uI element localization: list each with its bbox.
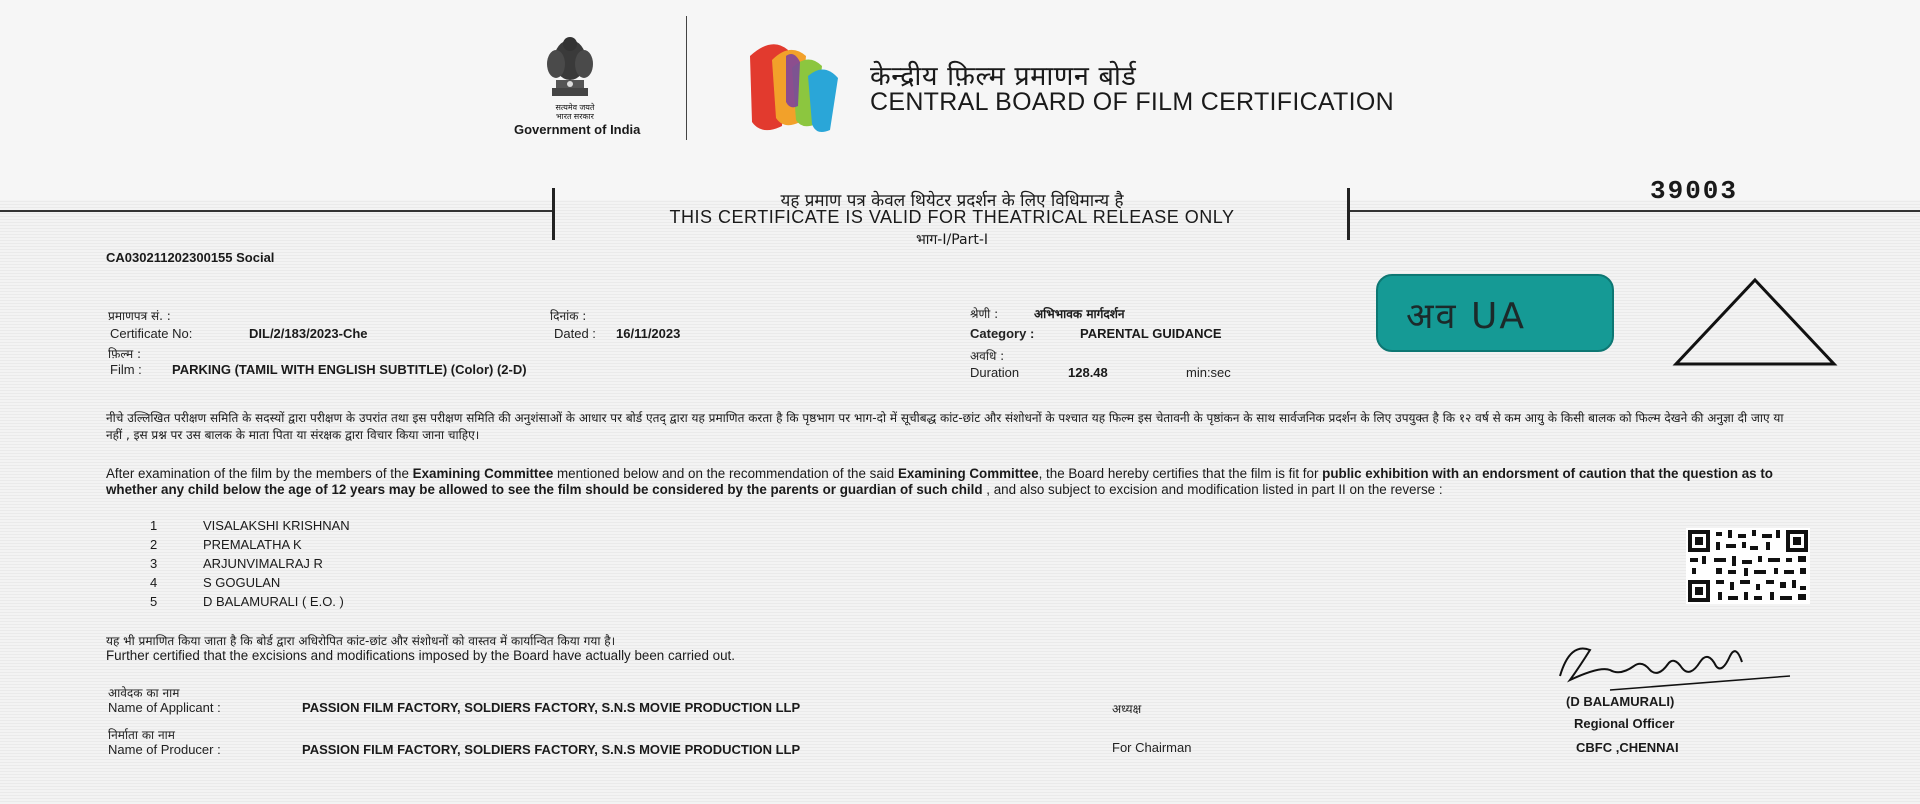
qr-code-icon[interactable] [1686, 528, 1810, 604]
member-name: D BALAMURALI ( E.O. ) [203, 594, 344, 609]
signatory-name: (D BALAMURALI) [1566, 694, 1675, 709]
member-name: VISALAKSHI KRISHNAN [203, 518, 350, 533]
date-value: 16/11/2023 [616, 326, 681, 341]
for-chairman-label: For Chairman [1112, 740, 1192, 755]
triangle-symbol-icon [1670, 276, 1840, 368]
certification-text-english [106, 466, 1796, 498]
member-name: PREMALATHA K [203, 537, 302, 552]
duration-label-hindi: अवधि : [970, 349, 1005, 363]
signatory-title: Regional Officer [1574, 716, 1675, 731]
band-bar-left [552, 188, 555, 240]
category-label: Category : [970, 326, 1035, 341]
further-certified-hindi: यह भी प्रमाणित किया जाता है कि बोर्ड द्वारा अधिरोपित कांट-छांट और संशोधनों को वास्तव में कार्यान्वित किया गया है। [106, 634, 616, 648]
validity-english: THIS CERTIFICATE IS VALID FOR THEATRICAL RELEASE ONLY [669, 207, 1235, 227]
cbfc-logo-icon [742, 26, 852, 138]
band-line-right [1350, 210, 1920, 212]
producer-label: Name of Producer : [108, 742, 221, 757]
cert-text-caution: public exhibition with an endorsment of caution that the question as to whether any child below the age of 12 years may be allowed to see the film should be considered by the parents or guardian of such child [106, 466, 1773, 497]
reference-code: CA030211202300155 Social [106, 250, 275, 265]
band-bar-right [1347, 188, 1350, 240]
govt-english: Government of India [514, 122, 641, 137]
date-label: Dated : [554, 326, 596, 341]
band-line-left [0, 210, 552, 212]
emblem-motto: सत्यमेव जयते [555, 103, 595, 112]
member-name: ARJUNVIMALRAJ R [203, 556, 323, 571]
duration-unit: min:sec [1186, 365, 1231, 380]
cert-text-committee-2: Examining Committee [897, 466, 1039, 481]
serial-number: 39003 [1650, 176, 1739, 206]
film-label-hindi: फ़िल्म : [108, 347, 142, 361]
cert-text-part-4: , and also subject to excision and modification listed in part II on the reverse : [982, 482, 1443, 497]
certificate-header [0, 0, 1920, 200]
producer-value: PASSION FILM FACTORY, SOLDIERS FACTORY, S.N.S MOVIE PRODUCTION LLP [302, 742, 801, 757]
producer-label-hindi: निर्माता का नाम [108, 728, 175, 742]
cert-text-part-1: After examination of the film by the members of the [106, 466, 413, 481]
member-number: 1 [150, 518, 158, 533]
rating-badge-text: अव UA [1406, 296, 1526, 337]
duration-label: Duration [970, 365, 1020, 380]
govt-hindi: भारत सरकार [556, 112, 594, 121]
member-number: 2 [150, 537, 158, 552]
cert-text-part-3: , the Board hereby certifies that the film is fit for [1038, 466, 1323, 481]
member-number: 3 [150, 556, 158, 571]
member-number: 5 [150, 594, 158, 609]
signatory-office: CBFC ,CHENNAI [1576, 740, 1679, 755]
member-name: S GOGULAN [203, 575, 281, 590]
category-label-hindi: श्रेणी : [970, 307, 999, 321]
duration-value: 128.48 [1068, 365, 1108, 380]
cert-text-part-2: mentioned below and on the recommendation of the said [553, 466, 898, 481]
ashoka-emblem-icon [530, 30, 610, 102]
applicant-value: PASSION FILM FACTORY, SOLDIERS FACTORY, S.N.S MOVIE PRODUCTION LLP [302, 700, 801, 715]
org-name-hindi: केन्द्रीय फ़िल्म प्रमाणन बोर्ड [870, 61, 1137, 92]
validity-hindi: यह प्रमाण पत्र केवल थियेटर प्रदर्शन के लिए विधिमान्य है [780, 191, 1124, 211]
member-number: 4 [150, 575, 158, 590]
validity-part: भाग-I/Part-I [915, 232, 989, 248]
category-value-hindi: अभिभावक मार्गदर्शन [1034, 307, 1125, 321]
header-divider [686, 16, 687, 140]
category-value: PARENTAL GUIDANCE [1080, 326, 1222, 341]
cert-no-label: Certificate No: [110, 326, 193, 341]
rating-badge [1376, 274, 1614, 352]
further-certified-english: Further certified that the excisions and modifications imposed by the Board have actually been carried out. [106, 648, 735, 663]
cert-text-committee-1: Examining Committee [412, 466, 554, 481]
cert-no-value: DIL/2/183/2023-Che [249, 326, 368, 341]
chairman-label-hindi: अध्यक्ष [1112, 702, 1142, 716]
cert-no-label-hindi: प्रमाणपत्र सं. : [108, 309, 171, 323]
date-label-hindi: दिनांक : [550, 309, 587, 323]
certification-text-hindi: नीचे उल्लिखित परीक्षण समिति के सदस्यों द्वारा परीक्षण के उपरांत तथा इस परीक्षण समिति की अनुशंसाओं के आधार पर बोर्ड एतद् द्वारा यह प्रमाणित करता है कि पृष्ठभाग पर भाग-दो में सूचीबद्ध कांट-छांट और संशोधनों के पश्चात यह फिल्म इस चेतावनी के पृष्ठांकन के साथ सार्वजनिक प्रदर्शन के लिए उपयुक्त है कि १२ वर्ष से कम आयु के किसी बालक को फिल्म देखने की अनुज्ञा दी जाए या नहीं , इस प्रश्न पर उस बालक के माता पिता या संरक्षक द्वारा विचार किया जाना चाहिए। [106, 411, 1784, 442]
film-value: PARKING (TAMIL WITH ENGLISH SUBTITLE) (Color) (2-D) [172, 362, 527, 377]
film-label: Film : [110, 362, 142, 377]
org-name-english: CENTRAL BOARD OF FILM CERTIFICATION [870, 88, 1394, 116]
applicant-label-hindi: आवेदक का नाम [108, 686, 180, 700]
signature-icon [1550, 636, 1810, 696]
applicant-label: Name of Applicant : [108, 700, 221, 715]
